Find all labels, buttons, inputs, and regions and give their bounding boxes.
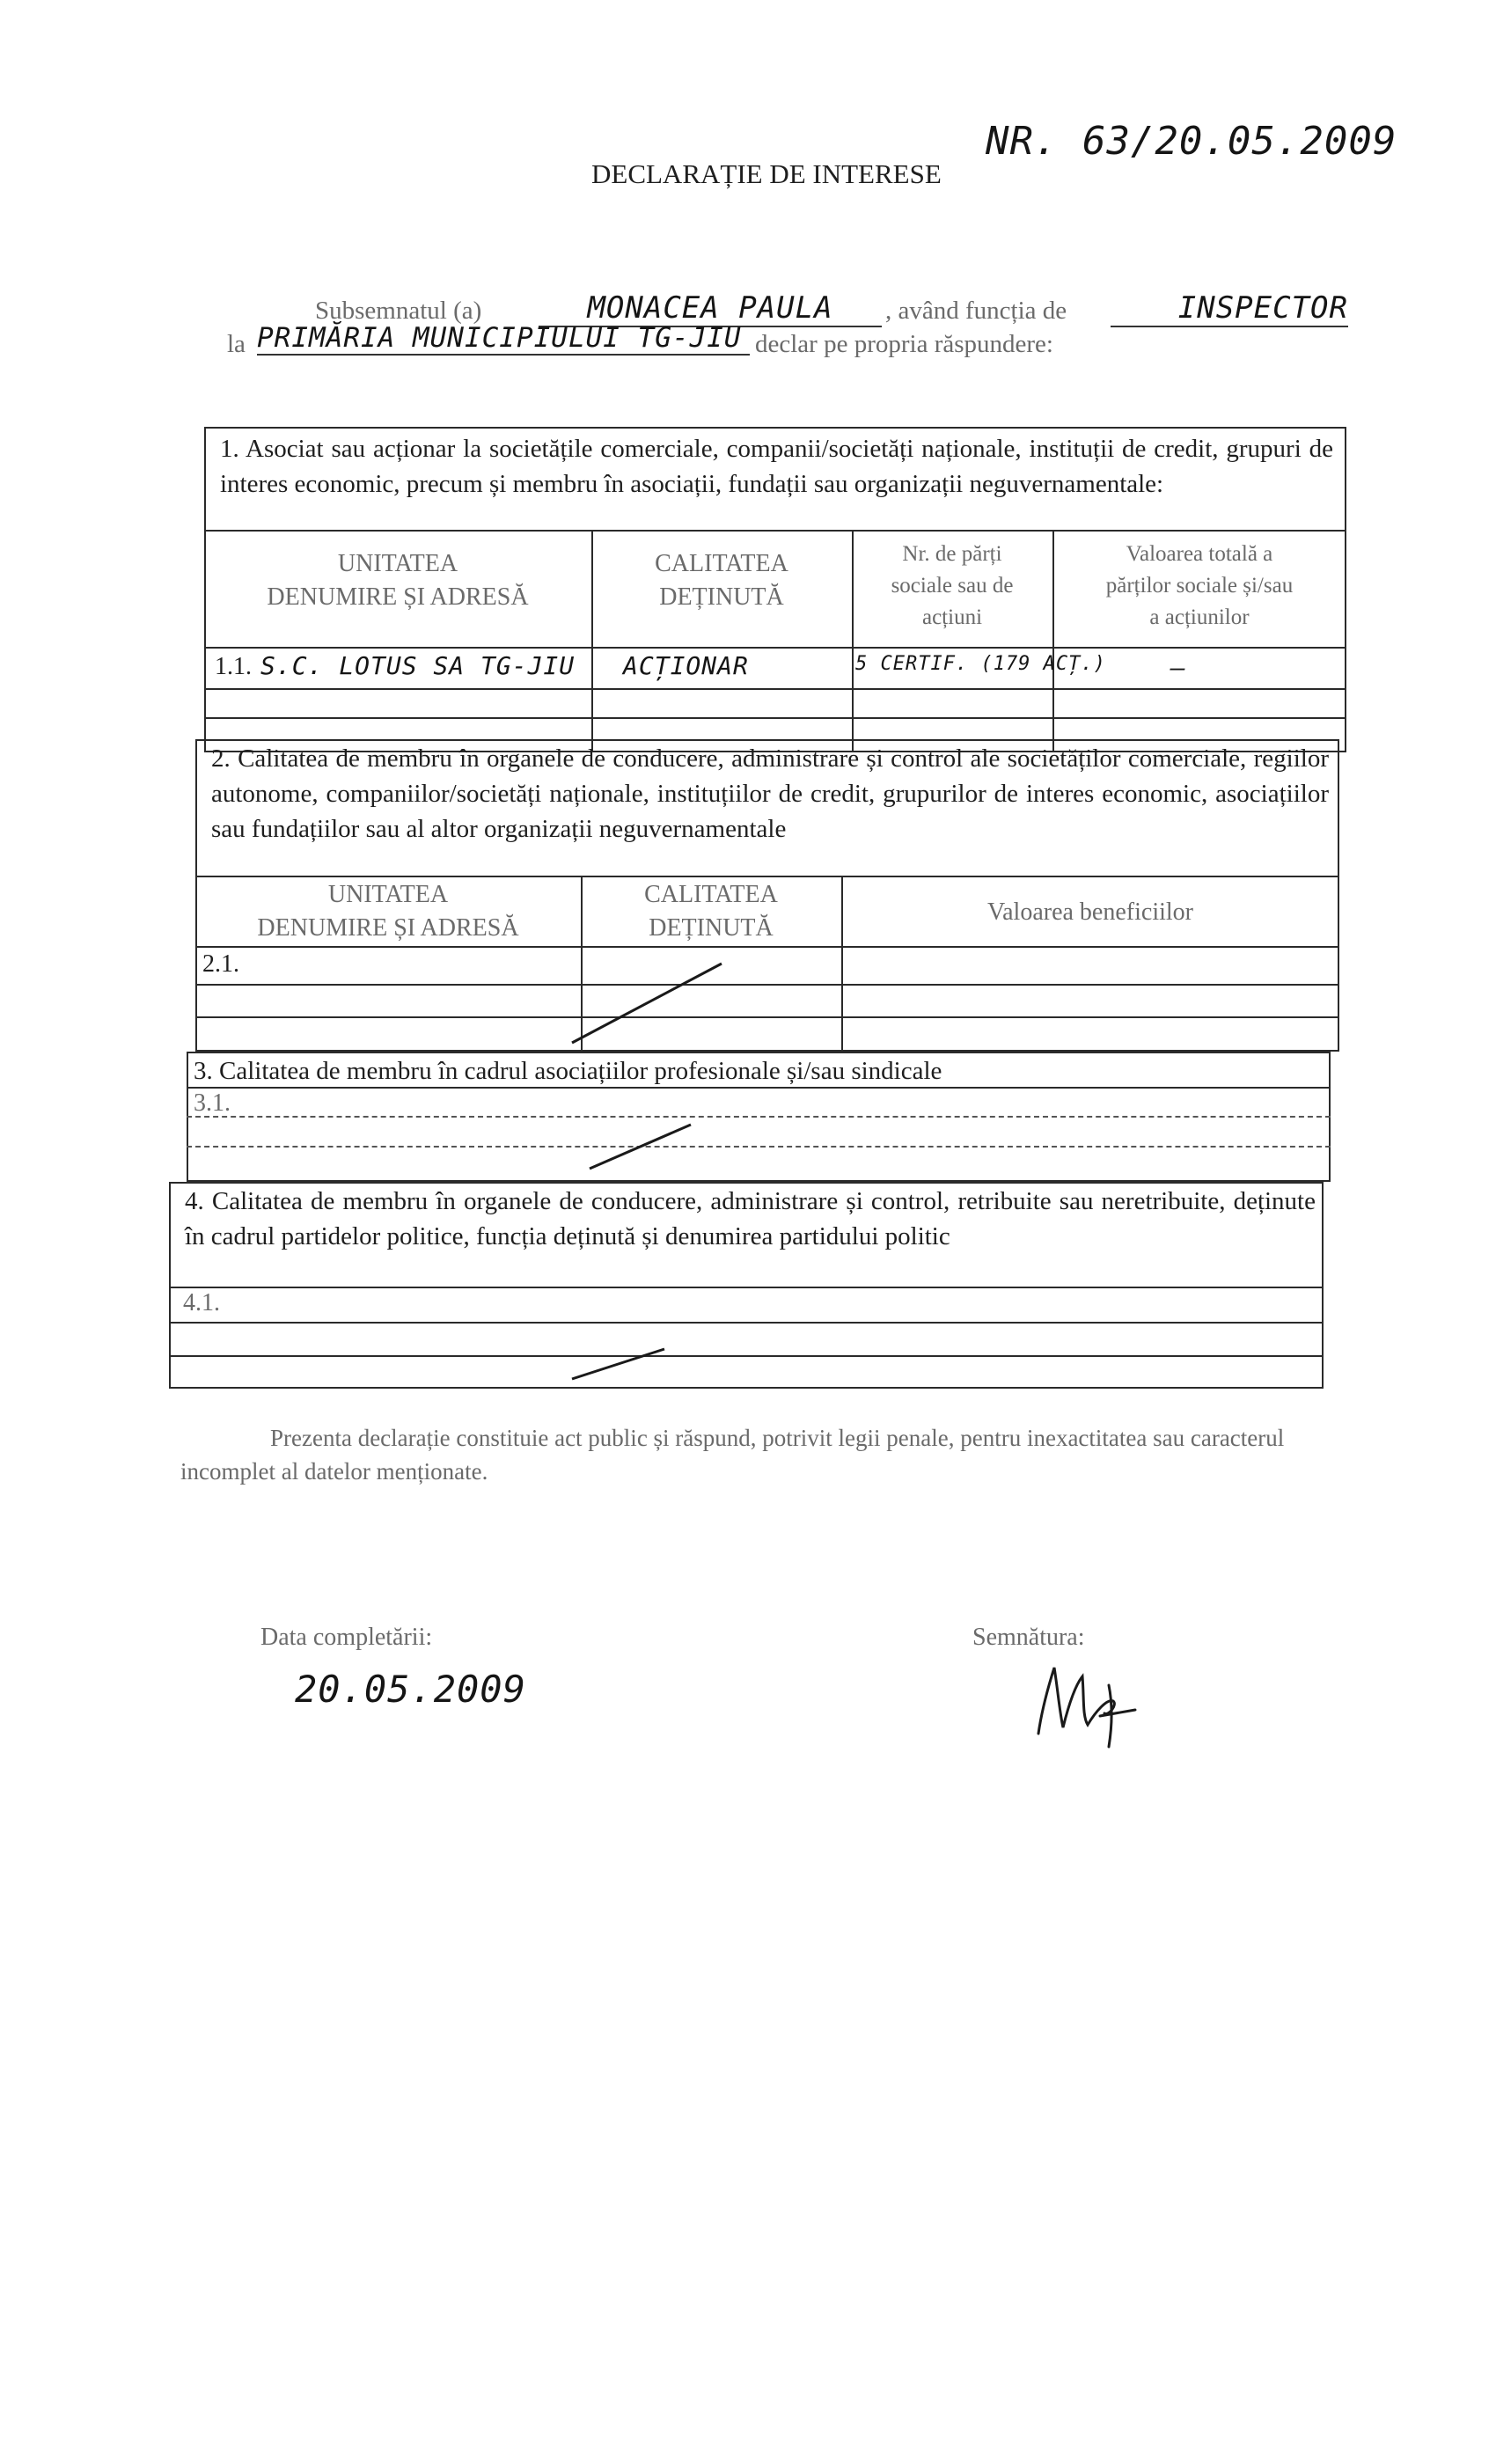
section-1-col-quality: CALITATEA DEȚINUTĂ [655, 550, 788, 611]
section-2-col-quality: CALITATEA DEȚINUTĂ [644, 881, 778, 942]
section-3-text: 3. Calitatea de membru în cadrul asociațiilor profesionale și/sau sindicale [194, 1057, 942, 1085]
section-1-row-shares: 5 CERTIF. (179 ACȚ.) [855, 653, 1106, 675]
legal-statement: Prezenta declarație constituie act public și răspund, potrivit legii penale, pentru inexactitatea sau caracterul incomplet al datelor menționate. [180, 1425, 1285, 1485]
section-4-row-number: 4.1. [183, 1289, 220, 1316]
section-2-strike-mark [563, 955, 739, 1052]
section-2-row-number: 2.1. [202, 950, 239, 978]
section-1-text: 1. Asociat sau acționar la societățile comerciale, companii/societăți naționale, instituții de credit, grupuri de interes economic, precum și membru în asociații, fundații sau organizații neguvernamentale: [220, 435, 1333, 498]
section-4-strike-mark [563, 1342, 678, 1386]
date-label: Data completării: [260, 1624, 433, 1651]
section-2-text: 2. Calitatea de membru în organele de conducere, administrare și control ale societăților comerciale, regiilor autonome, companiilor/societăți naționale, instituțiilor de credit, grupurilor de interes economic, asociațiilor sau fundațiilor sau al altor organizații neguvernamentale [211, 744, 1329, 843]
section-1-col-shares: Nr. de părți sociale sau de acțiuni [891, 542, 1014, 629]
section-3-row-number: 3.1. [194, 1089, 231, 1117]
function-label: , având funcția de [885, 297, 1067, 325]
handwritten-signature [1021, 1650, 1153, 1756]
la-label: la [227, 330, 246, 358]
section-1-row-value: — [1170, 653, 1186, 682]
section-2-col-unit: UNITATEA DENUMIRE ȘI ADRESĂ [257, 881, 519, 942]
section-1-col-value: Valoarea totală a părților sociale și/sau a acțiunilor [1105, 542, 1294, 629]
subsemnatul-label: Subsemnatul (a) [315, 297, 482, 325]
date-value: 20.05.2009 [295, 1668, 526, 1711]
section-3-strike-mark [581, 1116, 704, 1177]
section-1-row-quality: ACȚIONAR [623, 651, 749, 680]
declarant-institution: PRIMĂRIA MUNICIPIULUI TG-JIU [257, 322, 750, 356]
signature-label: Semnătura: [972, 1624, 1085, 1651]
section-1-col-unit: UNITATEA DENUMIRE ȘI ADRESĂ [267, 550, 529, 611]
document-title: DECLARAȚIE DE INTERESE [591, 158, 942, 189]
registration-number: NR. 63/20.05.2009 [986, 119, 1397, 164]
section-2-col-benefits: Valoarea beneficiilor [987, 898, 1193, 926]
declarant-name: MONACEA PAULA [539, 290, 882, 327]
section-4-text: 4. Calitatea de membru în organele de conducere, administrare și control, retribuite sau neretribuite, deținute în cadrul partidelor politice, funcția deținută și denumirea partidului politic [185, 1187, 1316, 1250]
section-1-row-number: 1.1. [215, 653, 252, 680]
declarant-function: INSPECTOR [1111, 290, 1348, 327]
section-1-row-unit: S.C. LOTUS SA TG-JIU [260, 651, 576, 680]
declar-label: declar pe propria răspundere: [755, 330, 1053, 358]
